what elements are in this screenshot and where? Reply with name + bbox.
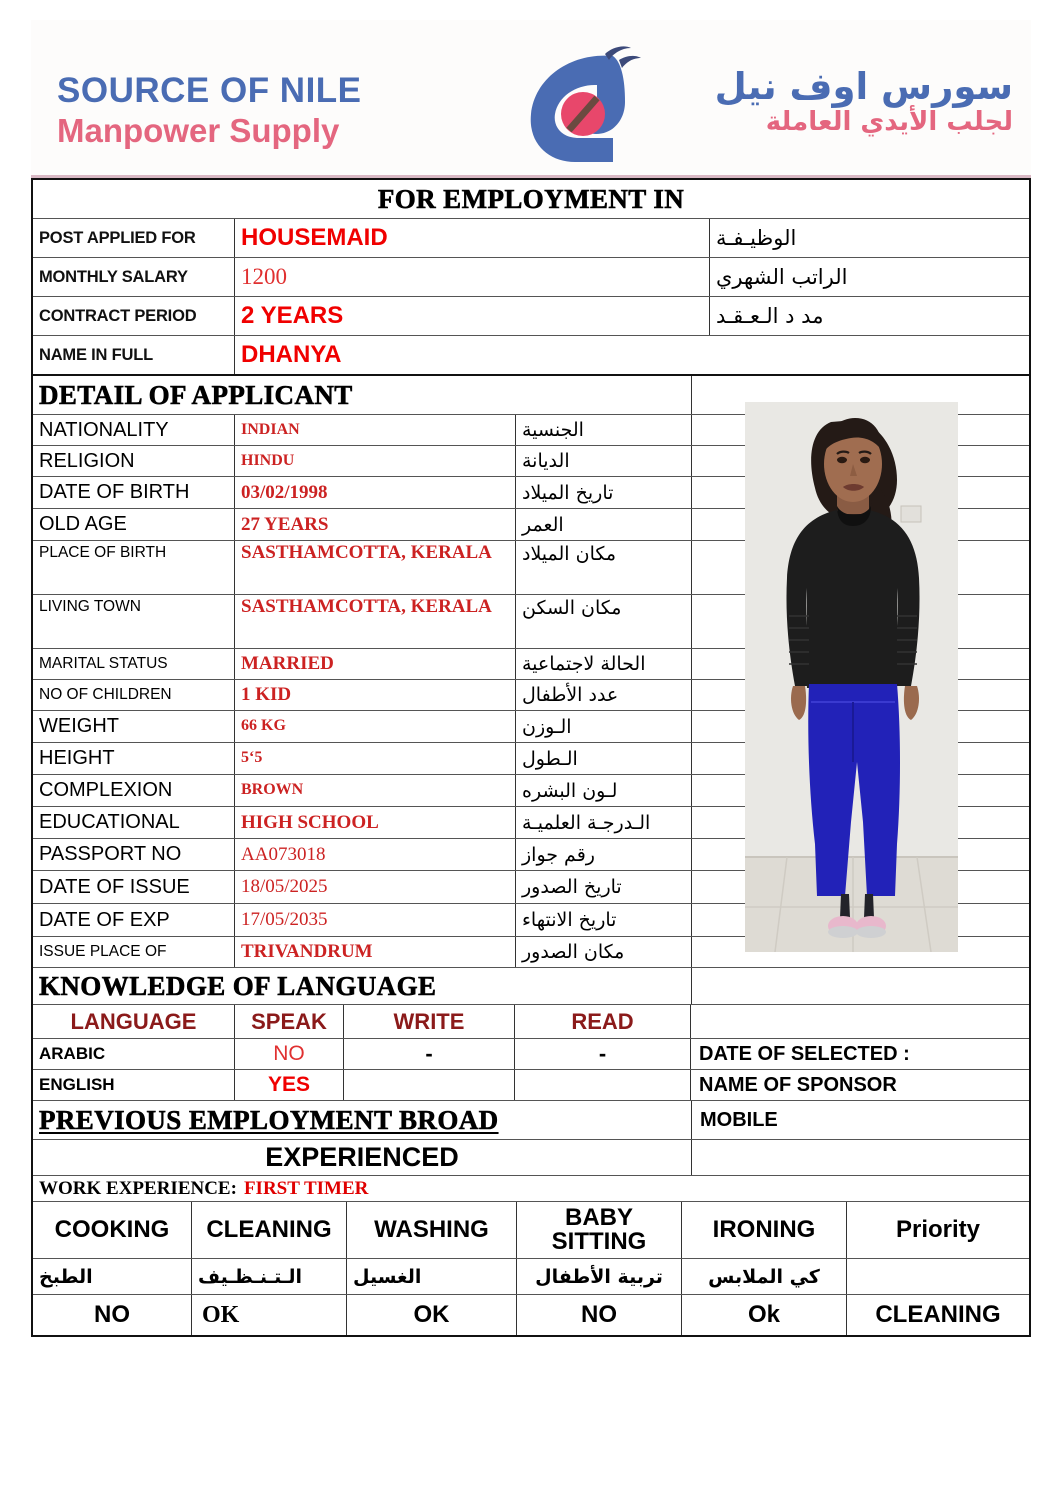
skill-arabic-cleaning: الـتـنـظـيف bbox=[192, 1259, 347, 1294]
place-of-birth-value: SASTHAMCOTTA, KERALA bbox=[235, 541, 516, 594]
post-applied-for-arabic: الوظيـفـة bbox=[716, 226, 797, 250]
skill-value-cooking: NO bbox=[33, 1295, 192, 1335]
skill-arabic-washing: الغسيل bbox=[347, 1259, 517, 1294]
write-col-header: WRITE bbox=[344, 1005, 515, 1038]
marital-status-label: MARITAL STATUS bbox=[33, 649, 235, 679]
application-form-page bbox=[31, 20, 1031, 1337]
nationality-value: INDIAN bbox=[235, 415, 516, 445]
skill-header-cooking bbox=[33, 1202, 192, 1258]
employment-section bbox=[31, 178, 1031, 376]
previous-employment-banner: PREVIOUS EMPLOYMENT BROAD bbox=[39, 1104, 499, 1135]
nationality-arabic: الجنسية bbox=[522, 419, 584, 441]
monthly-salary-value: 1200 bbox=[241, 264, 287, 289]
letterhead bbox=[31, 20, 1031, 178]
skill-header-baby-sitting-line1: BABY bbox=[564, 1203, 633, 1231]
source-of-nile-logo bbox=[501, 38, 661, 173]
religion-arabic: الديانة bbox=[522, 450, 570, 472]
height-label: HEIGHT bbox=[33, 743, 235, 774]
skill-arabic-baby-sitting: تربية الأطفال bbox=[517, 1259, 682, 1294]
marital-status-value: MARRIED bbox=[235, 649, 516, 679]
no-of-children-value: 1 KID bbox=[235, 680, 516, 710]
experienced-value: EXPERIENCED bbox=[265, 1142, 459, 1172]
skills-arabic-row bbox=[33, 1259, 1029, 1295]
skill-arabic-cooking: الطبخ bbox=[33, 1259, 192, 1294]
table-row bbox=[33, 258, 1029, 297]
spacer-cell bbox=[590, 297, 710, 335]
skill-value-baby-sitting: NO bbox=[517, 1295, 682, 1335]
applicant-section bbox=[31, 376, 1031, 1337]
work-experience bbox=[33, 1176, 1029, 1201]
name-in-full-label: NAME IN FULL bbox=[33, 336, 235, 374]
skill-header-cleaning-line1: CLEANING bbox=[206, 1215, 332, 1243]
no-of-children-label: NO OF CHILDREN bbox=[33, 680, 235, 710]
date-of-birth-label: DATE OF BIRTH bbox=[33, 477, 235, 508]
applicant-banner: DETAIL OF APPLICANT bbox=[39, 379, 353, 410]
skill-value-cleaning: OK bbox=[192, 1295, 347, 1335]
contract-period-label: CONTRACT PERIOD bbox=[33, 297, 235, 335]
passport-no-label: PASSPORT NO bbox=[33, 839, 235, 870]
contract-period-value: 2 YEARS bbox=[241, 302, 344, 329]
weight-value: 66 KG bbox=[235, 711, 516, 742]
old-age-label: OLD AGE bbox=[33, 509, 235, 540]
skill-header-ironing-line1: IRONING bbox=[712, 1215, 816, 1243]
educational-value: HIGH SCHOOL bbox=[235, 807, 516, 838]
skill-header-priority bbox=[847, 1202, 1029, 1258]
skill-header-washing-line1: WASHING bbox=[374, 1215, 489, 1243]
issue-place-of-arabic: مكان الصدور bbox=[522, 941, 625, 963]
language-banner: KNOWLEDGE OF LANGUAGE bbox=[39, 970, 437, 1001]
work-experience-value: FIRST TIMER bbox=[243, 1177, 369, 1199]
date-of-issue-label: DATE OF ISSUE bbox=[33, 871, 235, 903]
date-of-birth-value: 03/02/1998 bbox=[235, 477, 516, 508]
language-row-english-name: ENGLISH bbox=[33, 1070, 235, 1100]
language-header-row bbox=[33, 1005, 1029, 1039]
name-in-full-value: DHANYA bbox=[241, 341, 342, 368]
language-arabic-read: - bbox=[598, 1041, 607, 1066]
work-experience-label: WORK EXPERIENCE: bbox=[39, 1177, 237, 1199]
spacer-cell bbox=[691, 1140, 1029, 1175]
language-english-speak: YES bbox=[235, 1070, 344, 1100]
applicant-photo bbox=[745, 402, 958, 952]
place-of-birth-arabic: مكان الميلاد bbox=[522, 543, 617, 565]
work-experience-row bbox=[33, 1176, 1029, 1202]
speak-col-header: SPEAK bbox=[235, 1005, 344, 1038]
weight-label: WEIGHT bbox=[33, 711, 235, 742]
employment-banner-row bbox=[33, 180, 1029, 219]
table-row bbox=[33, 1039, 1029, 1070]
table-row bbox=[33, 219, 1029, 258]
read-col-header: READ bbox=[571, 1008, 634, 1034]
table-row bbox=[33, 1070, 1029, 1101]
post-applied-for-label: POST APPLIED FOR bbox=[33, 219, 235, 257]
passport-no-arabic: رقم جواز bbox=[522, 843, 595, 866]
date-of-exp-value: 17/05/2035 bbox=[235, 904, 516, 936]
name-of-sponsor-label: NAME OF SPONSOR bbox=[690, 1070, 1029, 1100]
language-row-arabic-name: ARABIC bbox=[33, 1039, 235, 1069]
company-name-line1: SOURCE OF NILE bbox=[57, 71, 362, 110]
living-town-value: SASTHAMCOTTA, KERALA bbox=[235, 595, 516, 648]
mobile-label: MOBILE bbox=[691, 1101, 1029, 1139]
complexion-label: COMPLEXION bbox=[33, 775, 235, 806]
skill-header-washing bbox=[347, 1202, 517, 1258]
language-banner-row bbox=[33, 968, 1029, 1005]
skill-header-cleaning bbox=[192, 1202, 347, 1258]
skill-header-baby-sitting-line2: SITTING bbox=[551, 1228, 647, 1255]
skill-arabic-priority bbox=[847, 1259, 1029, 1294]
company-name-arabic-line2: لجلب الأيدي العاملة bbox=[765, 106, 1013, 137]
living-town-arabic: مكان السكن bbox=[522, 597, 622, 619]
weight-arabic: الـوزن bbox=[522, 715, 572, 738]
contract-period-arabic: مد د الـعـقـد bbox=[716, 304, 824, 328]
table-row bbox=[33, 336, 1029, 374]
old-age-value: 27 YEARS bbox=[235, 509, 516, 540]
language-col-header: LANGUAGE bbox=[33, 1005, 235, 1038]
photo-cell bbox=[691, 968, 1029, 1004]
height-arabic: الـطول bbox=[522, 747, 578, 770]
skill-value-priority: CLEANING bbox=[875, 1301, 1001, 1328]
religion-value: HINDU bbox=[235, 446, 516, 476]
skill-header-priority-line1: Priority bbox=[895, 1215, 981, 1243]
height-value: 5‘5 bbox=[235, 743, 516, 774]
skill-header-cooking-line1: COOKING bbox=[54, 1215, 170, 1243]
old-age-arabic: العمر bbox=[522, 513, 564, 536]
marital-status-arabic: الحالة لاجتماعية bbox=[522, 653, 646, 675]
skill-value-washing: OK bbox=[347, 1295, 517, 1335]
company-name-arabic-line1: سورس اوف نيل bbox=[714, 65, 1013, 108]
skill-value-ironing: Ok bbox=[682, 1295, 847, 1335]
religion-label: RELIGION bbox=[33, 446, 235, 476]
language-arabic-speak: NO bbox=[235, 1039, 344, 1069]
date-of-exp-arabic: تاريخ الانتهاء bbox=[522, 909, 617, 931]
issue-place-of-label: ISSUE PLACE OF bbox=[33, 937, 235, 967]
language-english-read bbox=[515, 1070, 690, 1100]
language-english-write bbox=[344, 1070, 515, 1100]
passport-no-value: AA073018 bbox=[235, 839, 516, 870]
educational-label: EDUCATIONAL bbox=[33, 807, 235, 838]
company-name-line2: Manpower Supply bbox=[57, 112, 340, 149]
educational-arabic: الـدرجـة العلميـة bbox=[522, 811, 651, 834]
company-name-arabic bbox=[714, 65, 1013, 137]
no-of-children-arabic: عدد الأطفال bbox=[522, 684, 619, 706]
language-arabic-write: - bbox=[344, 1039, 515, 1069]
date-of-issue-value: 18/05/2025 bbox=[235, 871, 516, 903]
monthly-salary-arabic: الراتب الشهري bbox=[716, 265, 848, 289]
living-town-label: LIVING TOWN bbox=[33, 595, 235, 648]
skill-header-ironing bbox=[682, 1202, 847, 1258]
spacer-cell bbox=[590, 258, 710, 296]
date-of-exp-label: DATE OF EXP bbox=[33, 904, 235, 936]
date-of-birth-arabic: تاريخ الميلاد bbox=[522, 481, 614, 504]
date-of-selected-label: DATE OF SELECTED : bbox=[690, 1039, 1029, 1069]
skills-header-row bbox=[33, 1202, 1029, 1259]
monthly-salary-label: MONTHLY SALARY bbox=[33, 258, 235, 296]
skills-values-row bbox=[33, 1295, 1029, 1335]
post-applied-for-value: HOUSEMAID bbox=[241, 224, 388, 251]
nationality-label: NATIONALITY bbox=[33, 415, 235, 445]
previous-employment-row bbox=[33, 1101, 1029, 1140]
place-of-birth-label: PLACE OF BIRTH bbox=[33, 541, 235, 594]
issue-place-of-value: TRIVANDRUM bbox=[235, 937, 516, 967]
experienced-row bbox=[33, 1140, 1029, 1176]
complexion-arabic: لـون البشره bbox=[522, 779, 618, 802]
table-row bbox=[33, 297, 1029, 336]
company-name-english bbox=[57, 73, 362, 147]
employment-banner: FOR EMPLOYMENT IN bbox=[377, 183, 685, 214]
skill-arabic-ironing: كي الملابس bbox=[682, 1259, 847, 1294]
date-of-issue-arabic: تاريخ الصدور bbox=[522, 876, 622, 898]
skill-header-baby-sitting bbox=[517, 1202, 682, 1258]
complexion-value: BROWN bbox=[235, 775, 516, 806]
spacer-cell bbox=[590, 219, 710, 257]
photo-cell bbox=[690, 1005, 1029, 1038]
